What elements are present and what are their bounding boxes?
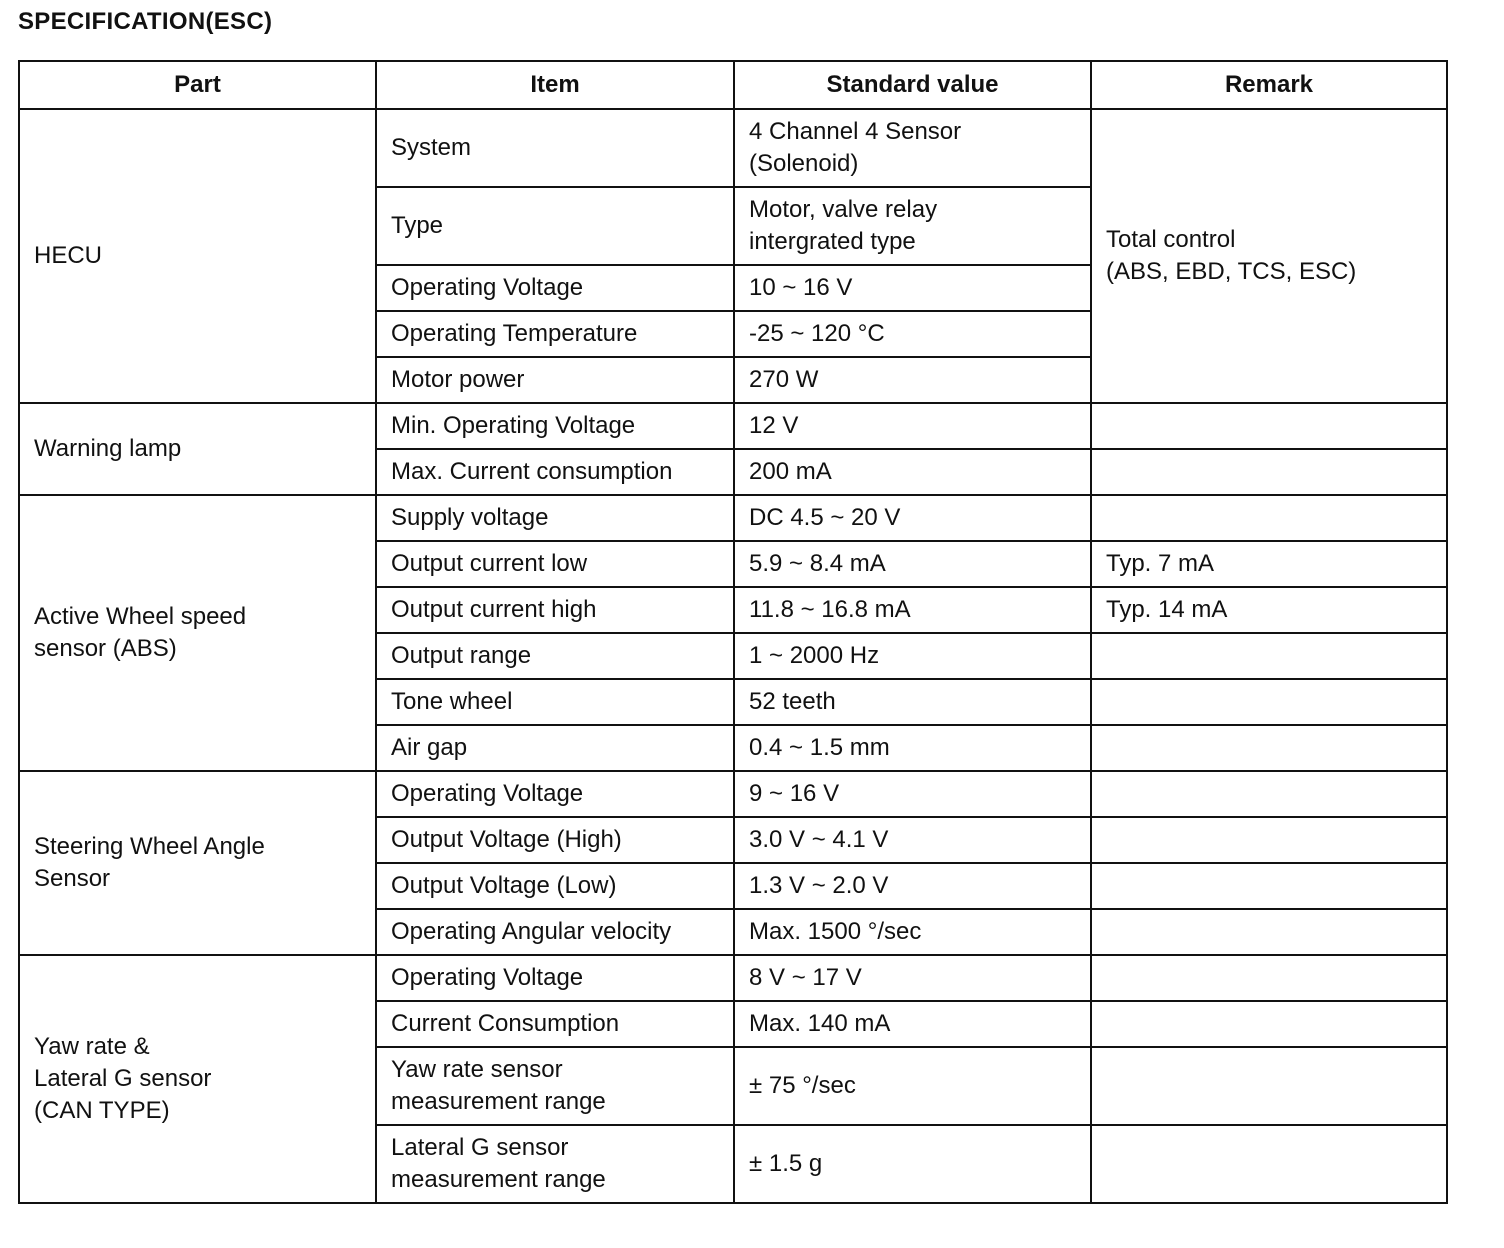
item-cell: System	[376, 109, 734, 187]
remark-cell: Typ. 14 mA	[1091, 587, 1447, 633]
item-cell: Yaw rate sensor measurement range	[376, 1047, 734, 1125]
remark-cell	[1091, 771, 1447, 817]
value-cell: 9 ~ 16 V	[734, 771, 1091, 817]
specification-table	[18, 60, 1448, 1204]
value-cell: 52 teeth	[734, 679, 1091, 725]
table-row	[19, 109, 1447, 187]
part-cell-hecu: HECU	[19, 109, 376, 403]
value-cell: ± 1.5 g	[734, 1125, 1091, 1203]
remark-cell	[1091, 1125, 1447, 1203]
value-cell: 1.3 V ~ 2.0 V	[734, 863, 1091, 909]
value-cell: DC 4.5 ~ 20 V	[734, 495, 1091, 541]
value-cell: 1 ~ 2000 Hz	[734, 633, 1091, 679]
remark-cell	[1091, 1001, 1447, 1047]
remark-cell	[1091, 863, 1447, 909]
item-cell: Air gap	[376, 725, 734, 771]
remark-cell	[1091, 817, 1447, 863]
item-cell: Motor power	[376, 357, 734, 403]
value-cell: 12 V	[734, 403, 1091, 449]
item-cell: Lateral G sensor measurement range	[376, 1125, 734, 1203]
table-header-row	[19, 61, 1447, 109]
item-cell: Operating Voltage	[376, 265, 734, 311]
item-cell: Type	[376, 187, 734, 265]
remark-cell	[1091, 633, 1447, 679]
value-cell: Motor, valve relay intergrated type	[734, 187, 1091, 265]
item-cell: Output current high	[376, 587, 734, 633]
value-cell: -25 ~ 120 °C	[734, 311, 1091, 357]
item-cell: Current Consumption	[376, 1001, 734, 1047]
part-cell-steering-angle-sensor: Steering Wheel Angle Sensor	[19, 771, 376, 955]
item-cell: Operating Voltage	[376, 771, 734, 817]
header-remark: Remark	[1091, 61, 1447, 109]
value-cell: Max. 140 mA	[734, 1001, 1091, 1047]
remark-cell	[1091, 449, 1447, 495]
item-cell: Output range	[376, 633, 734, 679]
value-cell: 11.8 ~ 16.8 mA	[734, 587, 1091, 633]
part-cell-yaw-rate-sensor: Yaw rate & Lateral G sensor (CAN TYPE)	[19, 955, 376, 1203]
header-part: Part	[19, 61, 376, 109]
item-cell: Output Voltage (Low)	[376, 863, 734, 909]
table-row	[19, 495, 1447, 541]
item-cell: Output Voltage (High)	[376, 817, 734, 863]
value-cell: 8 V ~ 17 V	[734, 955, 1091, 1001]
document-title: SPECIFICATION(ESC)	[18, 8, 273, 35]
item-cell: Operating Voltage	[376, 955, 734, 1001]
value-cell: 0.4 ~ 1.5 mm	[734, 725, 1091, 771]
remark-cell-hecu: Total control (ABS, EBD, TCS, ESC)	[1091, 109, 1447, 403]
value-cell: 270 W	[734, 357, 1091, 403]
remark-cell	[1091, 1047, 1447, 1125]
value-cell: 3.0 V ~ 4.1 V	[734, 817, 1091, 863]
value-cell: 4 Channel 4 Sensor (Solenoid)	[734, 109, 1091, 187]
value-cell: Max. 1500 °/sec	[734, 909, 1091, 955]
table-row	[19, 403, 1447, 449]
value-cell: 200 mA	[734, 449, 1091, 495]
header-standard-value: Standard value	[734, 61, 1091, 109]
table-row	[19, 771, 1447, 817]
remark-cell	[1091, 909, 1447, 955]
remark-cell	[1091, 725, 1447, 771]
item-cell: Min. Operating Voltage	[376, 403, 734, 449]
item-cell: Tone wheel	[376, 679, 734, 725]
item-cell: Operating Temperature	[376, 311, 734, 357]
item-cell: Max. Current consumption	[376, 449, 734, 495]
part-cell-warning-lamp: Warning lamp	[19, 403, 376, 495]
remark-cell	[1091, 495, 1447, 541]
remark-cell	[1091, 679, 1447, 725]
item-cell: Operating Angular velocity	[376, 909, 734, 955]
remark-cell	[1091, 955, 1447, 1001]
remark-cell	[1091, 403, 1447, 449]
value-cell: 5.9 ~ 8.4 mA	[734, 541, 1091, 587]
table-row	[19, 955, 1447, 1001]
item-cell: Output current low	[376, 541, 734, 587]
value-cell: ± 75 °/sec	[734, 1047, 1091, 1125]
item-cell: Supply voltage	[376, 495, 734, 541]
value-cell: 10 ~ 16 V	[734, 265, 1091, 311]
part-cell-wheel-speed-sensor: Active Wheel speed sensor (ABS)	[19, 495, 376, 771]
remark-cell: Typ. 7 mA	[1091, 541, 1447, 587]
header-item: Item	[376, 61, 734, 109]
